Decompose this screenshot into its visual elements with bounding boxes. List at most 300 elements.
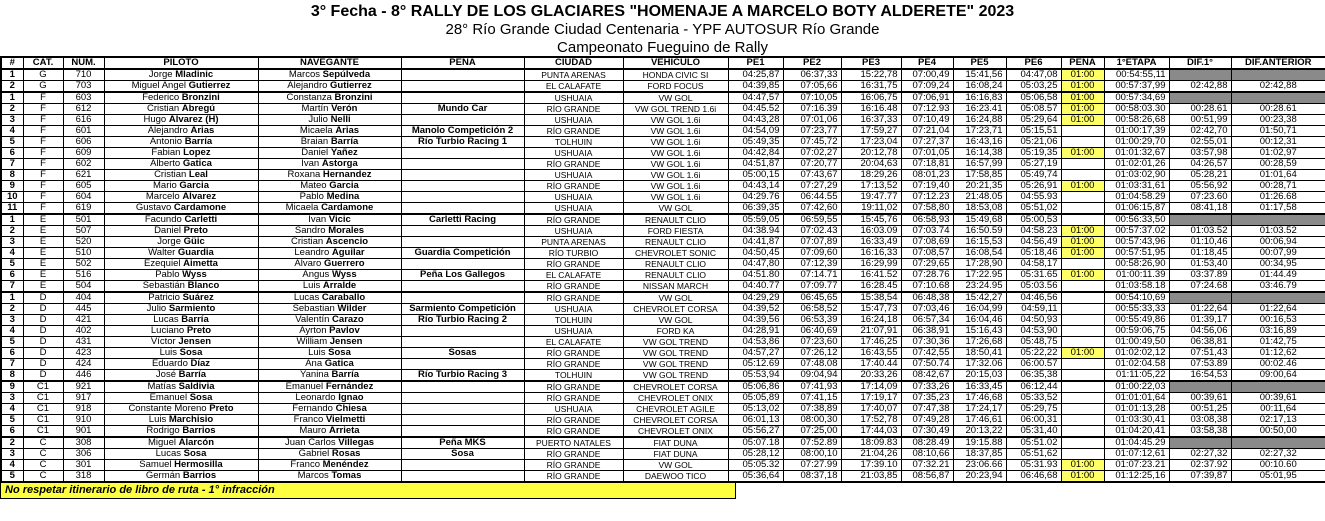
cell-position: 7 bbox=[1, 281, 23, 293]
cell-pilot bbox=[104, 81, 258, 93]
cell-pe6: 06:46,68 bbox=[1006, 471, 1061, 483]
cell-pilot-last-name: Leal bbox=[188, 169, 208, 180]
cell-penalty: 01:00 bbox=[1061, 348, 1104, 359]
cell-navigator-first-name: Ana bbox=[305, 358, 323, 369]
cell-position: 6 bbox=[1, 348, 23, 359]
cell-penalty bbox=[1061, 203, 1104, 215]
cell-pe6: 06:12,44 bbox=[1006, 381, 1061, 393]
cell-pilot-first-name: Luis bbox=[148, 414, 167, 425]
cell-navigator bbox=[258, 69, 401, 81]
cell-navigator bbox=[258, 214, 401, 226]
cell-pe3: 15:45,76 bbox=[841, 214, 901, 226]
cell-penalty: 01:00 bbox=[1061, 248, 1104, 259]
cell-pe6: 05:31.93 bbox=[1006, 460, 1061, 471]
cell-city: RÍO GRANDE bbox=[524, 381, 623, 393]
cell-pe3: 16:28.45 bbox=[841, 281, 901, 293]
cell-penalty bbox=[1061, 426, 1104, 438]
penalty-note: No respetar itinerario de libro de ruta - 1° infracción bbox=[0, 483, 736, 499]
cell-vehicle: HONDA CIVIC SI bbox=[623, 69, 728, 81]
cell-city: RÍO GRANDE bbox=[524, 449, 623, 460]
cell-pe3: 21:07,91 bbox=[841, 326, 901, 337]
cell-vehicle: VW GOL TREND bbox=[623, 359, 728, 370]
cell-team bbox=[401, 393, 524, 404]
cell-pilot-last-name: Gutierrez bbox=[188, 80, 231, 91]
cell-pe4: 07:09,24 bbox=[901, 81, 953, 93]
table-row bbox=[1, 69, 1325, 81]
cell-gap-to-leader bbox=[1169, 292, 1231, 304]
cell-navigator-first-name: Angus bbox=[302, 269, 330, 280]
cell-pilot-last-name: Sosa bbox=[183, 448, 207, 459]
cell-pe3: 20:04,63 bbox=[841, 159, 901, 170]
cell-stage-total: 01:03:58.18 bbox=[1104, 281, 1169, 293]
cell-pe4: 07:35,23 bbox=[901, 393, 953, 404]
cell-vehicle: FORD KA bbox=[623, 326, 728, 337]
cell-position: 6 bbox=[1, 426, 23, 438]
cell-pilot bbox=[104, 393, 258, 404]
cell-gap-to-previous: 00:12,31 bbox=[1231, 137, 1325, 148]
cell-pe5: 20:13,22 bbox=[953, 426, 1006, 438]
cell-pilot-last-name: Jensen bbox=[178, 336, 212, 347]
cell-navigator bbox=[258, 381, 401, 393]
cell-pilot-first-name: Lucas bbox=[153, 314, 179, 325]
cell-car-number: 423 bbox=[63, 348, 104, 359]
cell-pe5: 16:04,46 bbox=[953, 315, 1006, 326]
cell-pe4: 07:01,05 bbox=[901, 148, 953, 159]
cell-pe6: 06:00.57 bbox=[1006, 359, 1061, 370]
cell-team bbox=[401, 115, 524, 126]
cell-pe6: 04:47,08 bbox=[1006, 69, 1061, 81]
cell-vehicle: FIAT DUNA bbox=[623, 449, 728, 460]
cell-navigator-first-name: Micaela bbox=[299, 125, 333, 136]
table-row bbox=[1, 426, 1325, 438]
column-header-piloto: PILOTO bbox=[104, 57, 258, 69]
cell-gap-to-previous: 00:23,38 bbox=[1231, 115, 1325, 126]
cell-navigator-last-name: Arias bbox=[335, 125, 360, 136]
cell-pe3: 17:52,78 bbox=[841, 415, 901, 426]
cell-pe2: 07:42,60 bbox=[783, 203, 841, 215]
cell-team bbox=[401, 381, 524, 393]
cell-pe6: 04:58.23 bbox=[1006, 226, 1061, 237]
cell-team bbox=[401, 181, 524, 192]
cell-gap-to-leader: 00:39,61 bbox=[1169, 393, 1231, 404]
cell-stage-total: 01:11:05,22 bbox=[1104, 370, 1169, 382]
event-title: 3° Fecha - 8° RALLY DE LOS GLACIARES "HOMENAJE A MARCELO BOTY ALDERETE" 2023 bbox=[310, 3, 1015, 20]
cell-pe2: 07:02,27 bbox=[783, 148, 841, 159]
cell-stage-total: 00:55:49,86 bbox=[1104, 315, 1169, 326]
cell-pe5: 23:06.66 bbox=[953, 460, 1006, 471]
cell-navigator-last-name: Medina bbox=[326, 191, 360, 202]
cell-pe4: 07:29,65 bbox=[901, 259, 953, 270]
cell-gap-to-leader: 07:39,87 bbox=[1169, 471, 1231, 483]
cell-stage-total: 00:57:34,69 bbox=[1104, 92, 1169, 104]
cell-gap-to-leader: 03:37.89 bbox=[1169, 270, 1231, 281]
cell-category: E bbox=[23, 214, 63, 226]
cell-team bbox=[401, 471, 524, 483]
cell-penalty: 01:00 bbox=[1061, 115, 1104, 126]
cell-pe6: 04:50,93 bbox=[1006, 315, 1061, 326]
cell-navigator bbox=[258, 81, 401, 93]
cell-city: USHUAIA bbox=[524, 115, 623, 126]
cell-pilot-last-name: Alarcón bbox=[178, 437, 214, 448]
cell-pe6: 05:31,40 bbox=[1006, 426, 1061, 438]
cell-pilot-first-name: Daniel bbox=[154, 225, 181, 236]
cell-pilot bbox=[104, 437, 258, 449]
cell-pe3: 16:29,99 bbox=[841, 259, 901, 270]
column-header-navegante: NAVEGANTE bbox=[258, 57, 401, 69]
cell-team bbox=[401, 69, 524, 81]
cell-pe4: 07:06,91 bbox=[901, 92, 953, 104]
cell-position: 1 bbox=[1, 214, 23, 226]
cell-pe3: 17:23,04 bbox=[841, 137, 901, 148]
cell-pe2: 07:23,77 bbox=[783, 126, 841, 137]
cell-city: USHUAIA bbox=[524, 203, 623, 215]
cell-pe1: 05:05,89 bbox=[728, 393, 783, 404]
cell-pe6: 05:21,06 bbox=[1006, 137, 1061, 148]
cell-navigator bbox=[258, 226, 401, 237]
cell-pe5: 16:16,83 bbox=[953, 92, 1006, 104]
cell-navigator bbox=[258, 115, 401, 126]
cell-gap-to-previous: 00:39,61 bbox=[1231, 393, 1325, 404]
cell-pilot-first-name: Jorge bbox=[157, 236, 181, 247]
cell-vehicle: VW GOL bbox=[623, 460, 728, 471]
cell-category: F bbox=[23, 115, 63, 126]
cell-car-number: 901 bbox=[63, 426, 104, 438]
cell-navigator-last-name: Caraballo bbox=[321, 292, 366, 303]
table-row bbox=[1, 449, 1325, 460]
cell-position: 4 bbox=[1, 126, 23, 137]
cell-pilot-last-name: Barría bbox=[178, 369, 207, 380]
cell-category: C1 bbox=[23, 426, 63, 438]
cell-pilot-first-name: Rodrigo bbox=[146, 425, 180, 436]
cell-pe3: 15:22,78 bbox=[841, 69, 901, 81]
cell-pe2: 07:23,60 bbox=[783, 337, 841, 348]
cell-pilot-last-name: Alvarez (H) bbox=[168, 114, 219, 125]
cell-position: 3 bbox=[1, 393, 23, 404]
cell-pe5: 16:57,99 bbox=[953, 159, 1006, 170]
cell-navigator-first-name: Alvaro bbox=[294, 258, 322, 269]
cell-navigator-last-name: Ignao bbox=[338, 392, 364, 403]
cell-pe1: 04:47,80 bbox=[728, 259, 783, 270]
cell-vehicle: RENAULT CLIO bbox=[623, 237, 728, 248]
cell-penalty bbox=[1061, 281, 1104, 293]
cell-navigator-last-name: Jensen bbox=[329, 336, 363, 347]
cell-pilot bbox=[104, 115, 258, 126]
cell-category: C bbox=[23, 471, 63, 483]
cell-car-number: 602 bbox=[63, 159, 104, 170]
cell-pe4: 06:48,38 bbox=[901, 292, 953, 304]
cell-pilot bbox=[104, 170, 258, 181]
cell-navigator bbox=[258, 437, 401, 449]
cell-pe1: 05:05.32 bbox=[728, 460, 783, 471]
cell-vehicle: NISSAN MARCH bbox=[623, 281, 728, 293]
table-row bbox=[1, 181, 1325, 192]
cell-gap-to-previous: 01:12,62 bbox=[1231, 348, 1325, 359]
cell-position: 3 bbox=[1, 315, 23, 326]
cell-pilot bbox=[104, 281, 258, 293]
cell-navigator-first-name: Martín bbox=[301, 103, 329, 114]
cell-pe4: 07:03,46 bbox=[901, 304, 953, 315]
cell-team bbox=[401, 415, 524, 426]
cell-pilot bbox=[104, 104, 258, 115]
cell-pe1: 05:56,27 bbox=[728, 426, 783, 438]
cell-navigator-last-name: Yañez bbox=[330, 147, 358, 158]
column-header-difanterior: DIF.ANTERIOR bbox=[1231, 57, 1325, 69]
cell-pe6: 06:00,31 bbox=[1006, 415, 1061, 426]
cell-gap-to-leader: 01:10,46 bbox=[1169, 237, 1231, 248]
cell-pilot-first-name: Alberto bbox=[150, 158, 181, 169]
cell-navigator bbox=[258, 203, 401, 215]
cell-stage-total: 01:00:17,39 bbox=[1104, 126, 1169, 137]
cell-stage-total: 00:54:10,69 bbox=[1104, 292, 1169, 304]
cell-vehicle: VW GOL 1.6i bbox=[623, 126, 728, 137]
cell-category: C1 bbox=[23, 415, 63, 426]
cell-stage-total: 01:01:32,67 bbox=[1104, 148, 1169, 159]
cell-stage-total: 01:02:02,12 bbox=[1104, 348, 1169, 359]
cell-gap-to-previous: 01:17,58 bbox=[1231, 203, 1325, 215]
cell-navigator-first-name: Leonardo bbox=[295, 392, 336, 403]
cell-category: F bbox=[23, 148, 63, 159]
cell-category: F bbox=[23, 104, 63, 115]
cell-navigator-first-name: Marcos bbox=[297, 470, 329, 481]
cell-vehicle: DAEWOO TICO bbox=[623, 471, 728, 483]
cell-pe3: 15:38,54 bbox=[841, 292, 901, 304]
cell-city: USHUAIA bbox=[524, 404, 623, 415]
cell-pilot bbox=[104, 460, 258, 471]
cell-vehicle: RENAULT CLIO bbox=[623, 214, 728, 226]
cell-gap-to-leader: 07:24.68 bbox=[1169, 281, 1231, 293]
cell-vehicle: CHEVROLET SONIC bbox=[623, 248, 728, 259]
cell-navigator-last-name: Villegas bbox=[338, 437, 375, 448]
cell-gap-to-leader bbox=[1169, 437, 1231, 449]
cell-category: E bbox=[23, 281, 63, 293]
cell-pilot-last-name: Saldivia bbox=[178, 381, 215, 392]
cell-gap-to-previous: 01:26.68 bbox=[1231, 192, 1325, 203]
cell-pe5: 17:24,17 bbox=[953, 404, 1006, 415]
cell-category: D bbox=[23, 304, 63, 315]
cell-penalty bbox=[1061, 315, 1104, 326]
cell-gap-to-leader: 01:53,40 bbox=[1169, 259, 1231, 270]
cell-pilot-last-name: Preto bbox=[183, 225, 208, 236]
cell-navigator bbox=[258, 192, 401, 203]
cell-pe4: 07:47,38 bbox=[901, 404, 953, 415]
cell-team: Carletti Racing bbox=[401, 214, 524, 226]
cell-navigator-last-name: Barría bbox=[331, 369, 359, 380]
cell-pe3: 18:09.83 bbox=[841, 437, 901, 449]
cell-city: RÍO TURBIO bbox=[524, 248, 623, 259]
cell-pilot-last-name: Barría bbox=[184, 136, 213, 147]
cell-team: Río Turbio Racing 3 bbox=[401, 370, 524, 382]
cell-navigator bbox=[258, 137, 401, 148]
cell-stage-total: 00:58:03.30 bbox=[1104, 104, 1169, 115]
cell-pe2: 06:44.55 bbox=[783, 192, 841, 203]
cell-penalty bbox=[1061, 292, 1104, 304]
cell-pe6: 05:51,02 bbox=[1006, 203, 1061, 215]
cell-pe4: 07:50.74 bbox=[901, 359, 953, 370]
cell-vehicle: FORD FIESTA bbox=[623, 226, 728, 237]
cell-pilot-first-name: José bbox=[155, 369, 176, 380]
cell-navigator bbox=[258, 426, 401, 438]
cell-gap-to-leader: 02:37.92 bbox=[1169, 460, 1231, 471]
cell-gap-to-previous: 02:27,32 bbox=[1231, 449, 1325, 460]
cell-pe6: 05:19,35 bbox=[1006, 148, 1061, 159]
cell-navigator-last-name: Carazo bbox=[332, 314, 364, 325]
cell-city: RÍO GRANDE bbox=[524, 292, 623, 304]
cell-navigator bbox=[258, 237, 401, 248]
cell-pe6: 05:15,51 bbox=[1006, 126, 1061, 137]
cell-gap-to-previous: 01:42,75 bbox=[1231, 337, 1325, 348]
cell-navigator-first-name: Alejandro bbox=[287, 80, 328, 91]
cell-gap-to-leader: 04:26,57 bbox=[1169, 159, 1231, 170]
cell-navigator-first-name: Lucas bbox=[293, 292, 320, 303]
cell-stage-total: 00:58:26,68 bbox=[1104, 115, 1169, 126]
cell-team bbox=[401, 92, 524, 104]
cell-city: TOLHUIN bbox=[524, 137, 623, 148]
cell-pilot-first-name: Gustavo bbox=[135, 202, 172, 213]
cell-car-number: 918 bbox=[63, 404, 104, 415]
table-row bbox=[1, 326, 1325, 337]
cell-pe4: 06:38,91 bbox=[901, 326, 953, 337]
cell-pe1: 04:40.77 bbox=[728, 281, 783, 293]
column-header-pea: PEÑA bbox=[401, 57, 524, 69]
cell-pe5: 15:49,68 bbox=[953, 214, 1006, 226]
cell-pe3: 19:11,02 bbox=[841, 203, 901, 215]
cell-position: 2 bbox=[1, 437, 23, 449]
cell-pe2: 07:20,77 bbox=[783, 159, 841, 170]
cell-category: C1 bbox=[23, 393, 63, 404]
cell-pe1: 04:51,87 bbox=[728, 159, 783, 170]
cell-navigator-last-name: Arralde bbox=[322, 280, 357, 291]
cell-navigator-last-name: Garcia bbox=[329, 180, 359, 191]
cell-pe4: 07:18,81 bbox=[901, 159, 953, 170]
cell-vehicle: RENAULT CLIO bbox=[623, 270, 728, 281]
cell-car-number: 710 bbox=[63, 69, 104, 81]
cell-gap-to-leader: 00:28.61 bbox=[1169, 104, 1231, 115]
cell-pilot bbox=[104, 471, 258, 483]
cell-pe5: 23:24.95 bbox=[953, 281, 1006, 293]
cell-pilot-last-name: Aimetta bbox=[183, 258, 218, 269]
cell-gap-to-previous: 00:06,94 bbox=[1231, 237, 1325, 248]
cell-pe1: 04:42,84 bbox=[728, 148, 783, 159]
cell-city: RÍO GRANDE bbox=[524, 181, 623, 192]
cell-vehicle: CHEVROLET CORSA bbox=[623, 381, 728, 393]
table-row bbox=[1, 248, 1325, 259]
cell-pe6: 04:59,11 bbox=[1006, 304, 1061, 315]
cell-team bbox=[401, 203, 524, 215]
cell-team bbox=[401, 159, 524, 170]
cell-pilot-first-name: Constante Moreno bbox=[128, 403, 207, 414]
cell-navigator bbox=[258, 104, 401, 115]
cell-pilot bbox=[104, 126, 258, 137]
cell-pe1: 05:00,15 bbox=[728, 170, 783, 181]
results-table bbox=[0, 56, 1325, 483]
cell-vehicle: CHEVROLET AGILE bbox=[623, 404, 728, 415]
cell-pe6: 05:33,52 bbox=[1006, 393, 1061, 404]
table-row bbox=[1, 404, 1325, 415]
cell-gap-to-leader: 07:23.60 bbox=[1169, 192, 1231, 203]
cell-pe3: 16:43,55 bbox=[841, 348, 901, 359]
cell-pilot bbox=[104, 381, 258, 393]
cell-pilot bbox=[104, 226, 258, 237]
cell-team: Sosa bbox=[401, 449, 524, 460]
cell-category: F bbox=[23, 137, 63, 148]
cell-navigator-last-name: Vielmetti bbox=[325, 414, 366, 425]
cell-stage-total: 01:03:30,41 bbox=[1104, 415, 1169, 426]
cell-pe1: 05:13,02 bbox=[728, 404, 783, 415]
cell-pe4: 07:19,40 bbox=[901, 181, 953, 192]
cell-navigator-first-name: Franco bbox=[293, 414, 324, 425]
cell-position: 1 bbox=[1, 292, 23, 304]
cell-position: 3 bbox=[1, 449, 23, 460]
cell-pilot-last-name: Sosa bbox=[189, 392, 213, 403]
cell-pe5: 15:41,56 bbox=[953, 69, 1006, 81]
cell-pe2: 07:05,66 bbox=[783, 81, 841, 93]
cell-stage-total: 01:12:25,16 bbox=[1104, 471, 1169, 483]
cell-pe1: 04:39,52 bbox=[728, 304, 783, 315]
cell-pe5: 19:15.88 bbox=[953, 437, 1006, 449]
cell-pe3: 16:03.09 bbox=[841, 226, 901, 237]
cell-pe5: 16:04,99 bbox=[953, 304, 1006, 315]
cell-pilot-first-name: Fabian bbox=[151, 147, 181, 158]
cell-team bbox=[401, 226, 524, 237]
table-row bbox=[1, 214, 1325, 226]
cell-pe5: 17:46,68 bbox=[953, 393, 1006, 404]
cell-stage-total: 00:57:43,96 bbox=[1104, 237, 1169, 248]
cell-stage-total: 01:02:01,26 bbox=[1104, 159, 1169, 170]
cell-pe1: 04:43,14 bbox=[728, 181, 783, 192]
cell-pilot-first-name: Antonio bbox=[149, 136, 183, 147]
cell-navigator-last-name: Chiesa bbox=[335, 403, 367, 414]
cell-team bbox=[401, 359, 524, 370]
cell-pilot-last-name: Alvarez bbox=[182, 191, 217, 202]
cell-gap-to-leader bbox=[1169, 214, 1231, 226]
cell-pe6: 05:27,19 bbox=[1006, 159, 1061, 170]
cell-team: Peña MKS bbox=[401, 437, 524, 449]
cell-category: C bbox=[23, 437, 63, 449]
cell-pe4: 08:10,66 bbox=[901, 449, 953, 460]
cell-pe4: 07:49,28 bbox=[901, 415, 953, 426]
cell-gap-to-previous: 01:02,97 bbox=[1231, 148, 1325, 159]
cell-pe6: 04:56,49 bbox=[1006, 237, 1061, 248]
cell-stage-total: 01:06:15,87 bbox=[1104, 203, 1169, 215]
cell-navigator bbox=[258, 159, 401, 170]
cell-navigator-first-name: Luis bbox=[308, 347, 326, 358]
cell-navigator-first-name: Daniel bbox=[301, 147, 329, 158]
cell-position: 8 bbox=[1, 170, 23, 181]
cell-pe5: 16:08,54 bbox=[953, 248, 1006, 259]
cell-car-number: 616 bbox=[63, 115, 104, 126]
cell-car-number: 507 bbox=[63, 226, 104, 237]
cell-city: RÍO GRANDE bbox=[524, 415, 623, 426]
cell-navigator-first-name: Roxana bbox=[287, 169, 321, 180]
cell-gap-to-leader: 08:41,18 bbox=[1169, 203, 1231, 215]
cell-navigator-first-name: Ivan bbox=[308, 214, 327, 225]
cell-pe5: 17:58,85 bbox=[953, 170, 1006, 181]
cell-car-number: 516 bbox=[63, 270, 104, 281]
cell-pilot bbox=[104, 148, 258, 159]
cell-pe2: 06:45,65 bbox=[783, 292, 841, 304]
cell-vehicle: VW GOL 1.6i bbox=[623, 170, 728, 181]
cell-team bbox=[401, 460, 524, 471]
cell-city: RÍO GRANDE bbox=[524, 348, 623, 359]
table-row bbox=[1, 115, 1325, 126]
cell-navigator-last-name: Rosas bbox=[331, 448, 361, 459]
cell-car-number: 431 bbox=[63, 337, 104, 348]
cell-pilot bbox=[104, 326, 258, 337]
cell-gap-to-previous: 00:07,99 bbox=[1231, 248, 1325, 259]
cell-penalty bbox=[1061, 192, 1104, 203]
cell-pilot bbox=[104, 248, 258, 259]
cell-pilot-first-name: Marcelo bbox=[145, 191, 180, 202]
